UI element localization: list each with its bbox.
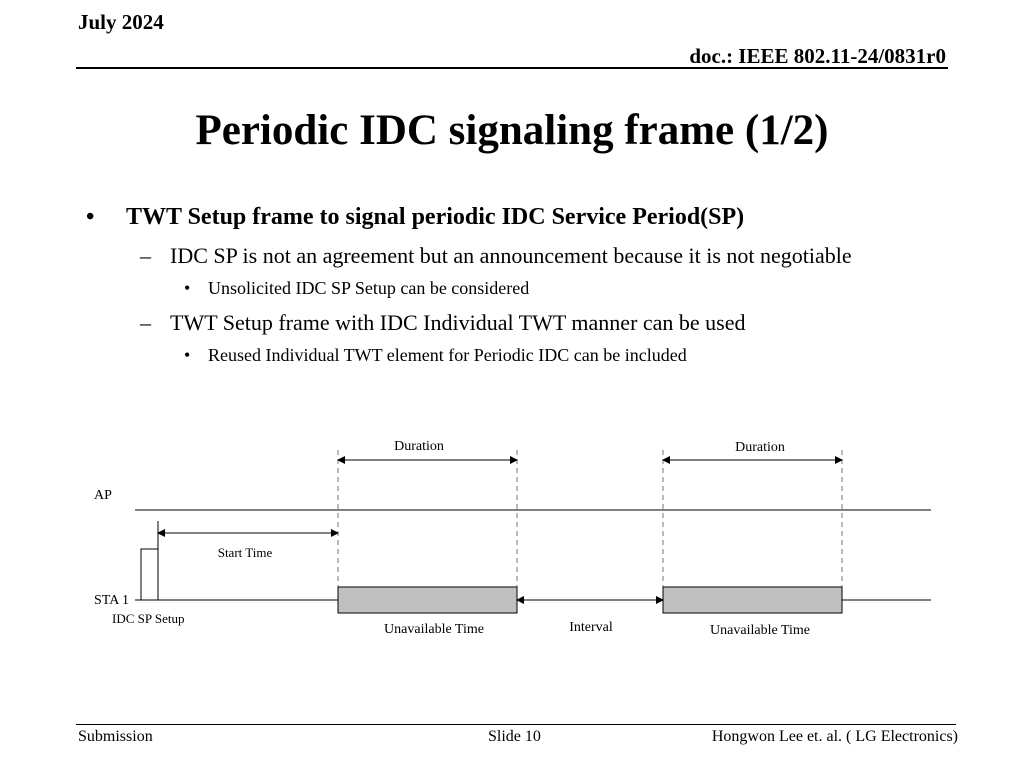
- bullet-main: [86, 200, 946, 234]
- header-doc-id: doc.: IEEE 802.11-24/0831r0: [689, 44, 946, 68]
- header-divider: [76, 67, 948, 69]
- bullet-main-text: TWT Setup frame to signal periodic IDC Service Period(SP): [126, 204, 745, 230]
- unavailable-block-1: [338, 587, 517, 613]
- bullet-dot-icon: •: [184, 345, 191, 365]
- bullet-sub-2-detail-text: Reused Individual TWT element for Periodic IDC can be included: [208, 345, 687, 365]
- bullet-sub-2: [86, 307, 946, 338]
- duration-label-2: Duration: [735, 440, 785, 455]
- bullet-sub-1-detail-text: Unsolicited IDC SP Setup can be considered: [208, 278, 530, 298]
- idc-sp-setup-frame: [141, 549, 158, 600]
- idc-timing-diagram: [80, 425, 940, 645]
- dash-marker-icon: –: [140, 310, 151, 335]
- bullet-sub-2-detail: [86, 342, 946, 368]
- bullet-sub-1-text: IDC SP is not an agreement but an announcement because it is not negotiable: [170, 243, 852, 268]
- footer-slide-number: Slide 10: [488, 728, 541, 745]
- slide-title: Periodic IDC signaling frame (1/2): [195, 107, 829, 154]
- bullet-dot-icon: •: [184, 278, 191, 298]
- slide-body: [86, 200, 946, 372]
- header-date: July 2024: [78, 10, 164, 34]
- bullet-sub-1: [86, 240, 946, 271]
- dash-marker-icon: –: [140, 243, 151, 268]
- bullet-sub-1-detail: [86, 275, 946, 301]
- bullet-sub-2-text: TWT Setup frame with IDC Individual TWT manner can be used: [170, 310, 746, 335]
- footer-submission: Submission: [78, 728, 153, 745]
- duration-label-1: Duration: [394, 439, 444, 454]
- footer-divider: [76, 724, 956, 725]
- bullet-dot-icon: •: [86, 204, 95, 230]
- unavailable-block-2: [663, 587, 842, 613]
- unavailable-label-1: Unavailable Time: [384, 622, 484, 637]
- ap-label: AP: [94, 488, 112, 503]
- footer-author: Hongwon Lee et. al. ( LG Electronics): [711, 728, 958, 745]
- start-time-label: Start Time: [217, 545, 273, 560]
- sta-label: STA 1: [94, 593, 130, 608]
- interval-label: Interval: [569, 620, 613, 635]
- setup-label: IDC SP Setup: [112, 611, 185, 626]
- unavailable-label-2: Unavailable Time: [710, 623, 810, 638]
